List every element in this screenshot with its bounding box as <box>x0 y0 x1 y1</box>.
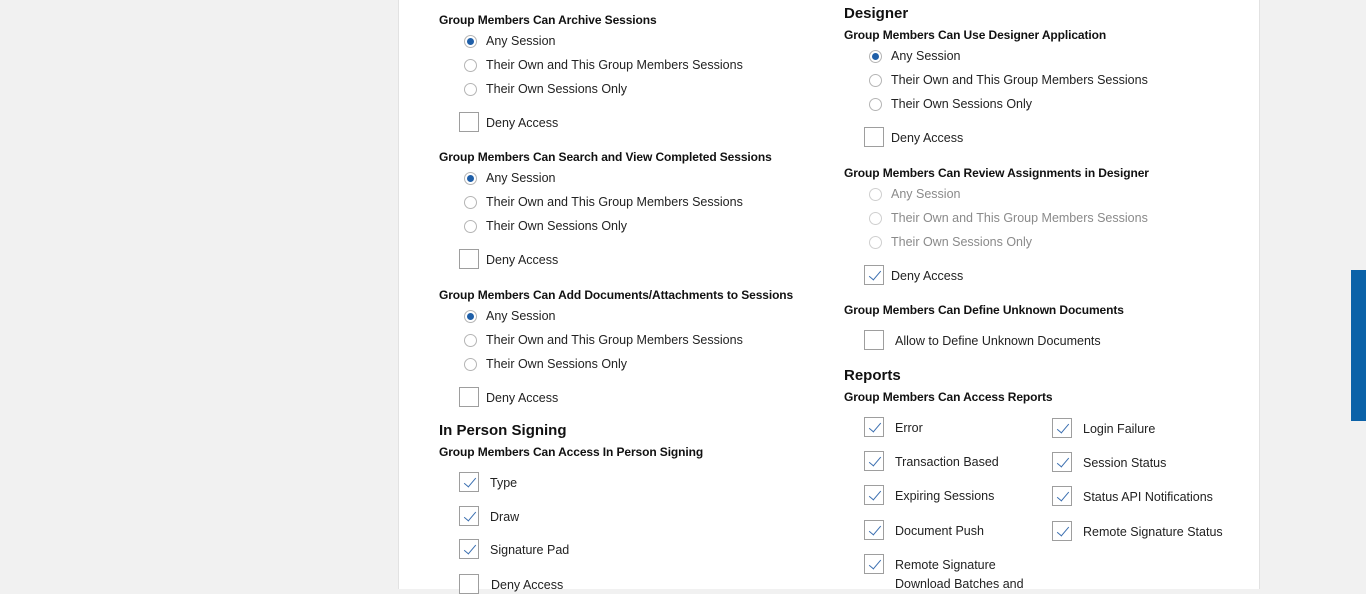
review-deny-checkbox[interactable] <box>864 265 884 285</box>
in-person-deny-label: Deny Access <box>491 578 564 592</box>
review-any-radio[interactable] <box>869 188 882 201</box>
designer-use-group-label: Their Own and This Group Members Sessions <box>891 73 1148 87</box>
archive-deny-label: Deny Access <box>486 116 559 130</box>
docs-own-label: Their Own Sessions Only <box>486 357 628 371</box>
search-own-radio[interactable] <box>464 220 477 233</box>
checkmark-icon <box>1057 454 1069 467</box>
review-group-label: Their Own and This Group Members Sessions <box>891 211 1148 225</box>
archive-any-radio[interactable] <box>464 35 477 48</box>
docs-own-radio[interactable] <box>464 358 477 371</box>
report-remote-status-checkbox[interactable] <box>1052 521 1072 541</box>
search-sessions-title: Group Members Can Search and View Completed Sessions <box>439 150 772 164</box>
review-deny-label: Deny Access <box>891 269 964 283</box>
add-documents-title: Group Members Can Add Documents/Attachments to Sessions <box>439 288 794 302</box>
checkmark-icon <box>869 267 881 280</box>
docs-any-radio[interactable] <box>464 310 477 323</box>
search-deny-checkbox[interactable] <box>459 249 479 269</box>
search-own-label: Their Own Sessions Only <box>486 219 628 233</box>
checkmark-icon <box>869 453 881 466</box>
checkmark-icon <box>869 419 881 432</box>
signature-pad-label: Signature Pad <box>490 543 570 557</box>
report-login-label: Login Failure <box>1083 422 1156 436</box>
report-remote-download-label-line2: Download Batches and <box>895 577 1024 591</box>
allow-unknown-checkbox[interactable] <box>864 330 884 350</box>
report-session-status-label: Session Status <box>1083 456 1167 470</box>
define-unknown-title: Group Members Can Define Unknown Documents <box>844 303 1124 317</box>
in-person-signing-title: Group Members Can Access In Person Signing <box>439 445 704 459</box>
designer-heading: Designer <box>844 5 909 22</box>
checkmark-icon <box>1057 523 1069 536</box>
designer-use-any-label: Any Session <box>891 49 961 63</box>
review-own-label: Their Own Sessions Only <box>891 235 1033 249</box>
checkmark-icon <box>1057 420 1069 433</box>
report-remote-status-label: Remote Signature Status <box>1083 525 1223 539</box>
report-transaction-label: Transaction Based <box>895 455 999 469</box>
report-session-status-checkbox[interactable] <box>1052 452 1072 472</box>
checkmark-icon <box>464 508 476 521</box>
report-expiring-checkbox[interactable] <box>864 485 884 505</box>
checkmark-icon <box>464 474 476 487</box>
designer-use-deny-checkbox[interactable] <box>864 127 884 147</box>
report-docpush-checkbox[interactable] <box>864 520 884 540</box>
report-login-checkbox[interactable] <box>1052 418 1072 438</box>
reports-heading: Reports <box>844 367 901 384</box>
type-checkbox[interactable] <box>459 472 479 492</box>
archive-any-label: Any Session <box>486 34 556 48</box>
report-error-checkbox[interactable] <box>864 417 884 437</box>
archive-own-label: Their Own Sessions Only <box>486 82 628 96</box>
report-error-label: Error <box>895 421 923 435</box>
designer-use-group-radio[interactable] <box>869 74 882 87</box>
report-docpush-label: Document Push <box>895 524 984 538</box>
archive-group-label: Their Own and This Group Members Sessions <box>486 58 743 72</box>
report-remote-download-checkbox[interactable] <box>864 554 884 574</box>
designer-use-own-radio[interactable] <box>869 98 882 111</box>
report-api-checkbox[interactable] <box>1052 486 1072 506</box>
designer-use-own-label: Their Own Sessions Only <box>891 97 1033 111</box>
signature-pad-checkbox[interactable] <box>459 539 479 559</box>
archive-sessions-title: Group Members Can Archive Sessions <box>439 13 657 27</box>
docs-deny-label: Deny Access <box>486 391 559 405</box>
docs-group-radio[interactable] <box>464 334 477 347</box>
search-group-label: Their Own and This Group Members Sessions <box>486 195 743 209</box>
checkmark-icon <box>869 487 881 500</box>
archive-own-radio[interactable] <box>464 83 477 96</box>
search-group-radio[interactable] <box>464 196 477 209</box>
review-assignments-title: Group Members Can Review Assignments in Designer <box>844 166 1149 180</box>
docs-any-label: Any Session <box>486 309 556 323</box>
report-api-label: Status API Notifications <box>1083 490 1213 504</box>
archive-deny-checkbox[interactable] <box>459 112 479 132</box>
type-label: Type <box>490 476 518 490</box>
archive-group-radio[interactable] <box>464 59 477 72</box>
search-deny-label: Deny Access <box>486 253 559 267</box>
checkmark-icon <box>1057 488 1069 501</box>
docs-group-label: Their Own and This Group Members Sessions <box>486 333 743 347</box>
report-expiring-label: Expiring Sessions <box>895 489 995 503</box>
side-tab[interactable] <box>1351 270 1366 421</box>
in-person-deny-checkbox[interactable] <box>459 574 479 594</box>
report-remote-download-label-line1: Remote Signature <box>895 558 996 572</box>
review-group-radio[interactable] <box>869 212 882 225</box>
docs-deny-checkbox[interactable] <box>459 387 479 407</box>
search-any-radio[interactable] <box>464 172 477 185</box>
review-any-label: Any Session <box>891 187 961 201</box>
access-reports-title: Group Members Can Access Reports <box>844 390 1053 404</box>
review-own-radio[interactable] <box>869 236 882 249</box>
designer-use-any-radio[interactable] <box>869 50 882 63</box>
search-any-label: Any Session <box>486 171 556 185</box>
checkmark-icon <box>464 541 476 554</box>
in-person-signing-heading: In Person Signing <box>439 422 567 439</box>
designer-use-deny-label: Deny Access <box>891 131 964 145</box>
checkmark-icon <box>869 556 881 569</box>
allow-unknown-label: Allow to Define Unknown Documents <box>895 334 1101 348</box>
report-transaction-checkbox[interactable] <box>864 451 884 471</box>
draw-checkbox[interactable] <box>459 506 479 526</box>
checkmark-icon <box>869 522 881 535</box>
use-designer-title: Group Members Can Use Designer Application <box>844 28 1107 42</box>
draw-label: Draw <box>490 510 520 524</box>
